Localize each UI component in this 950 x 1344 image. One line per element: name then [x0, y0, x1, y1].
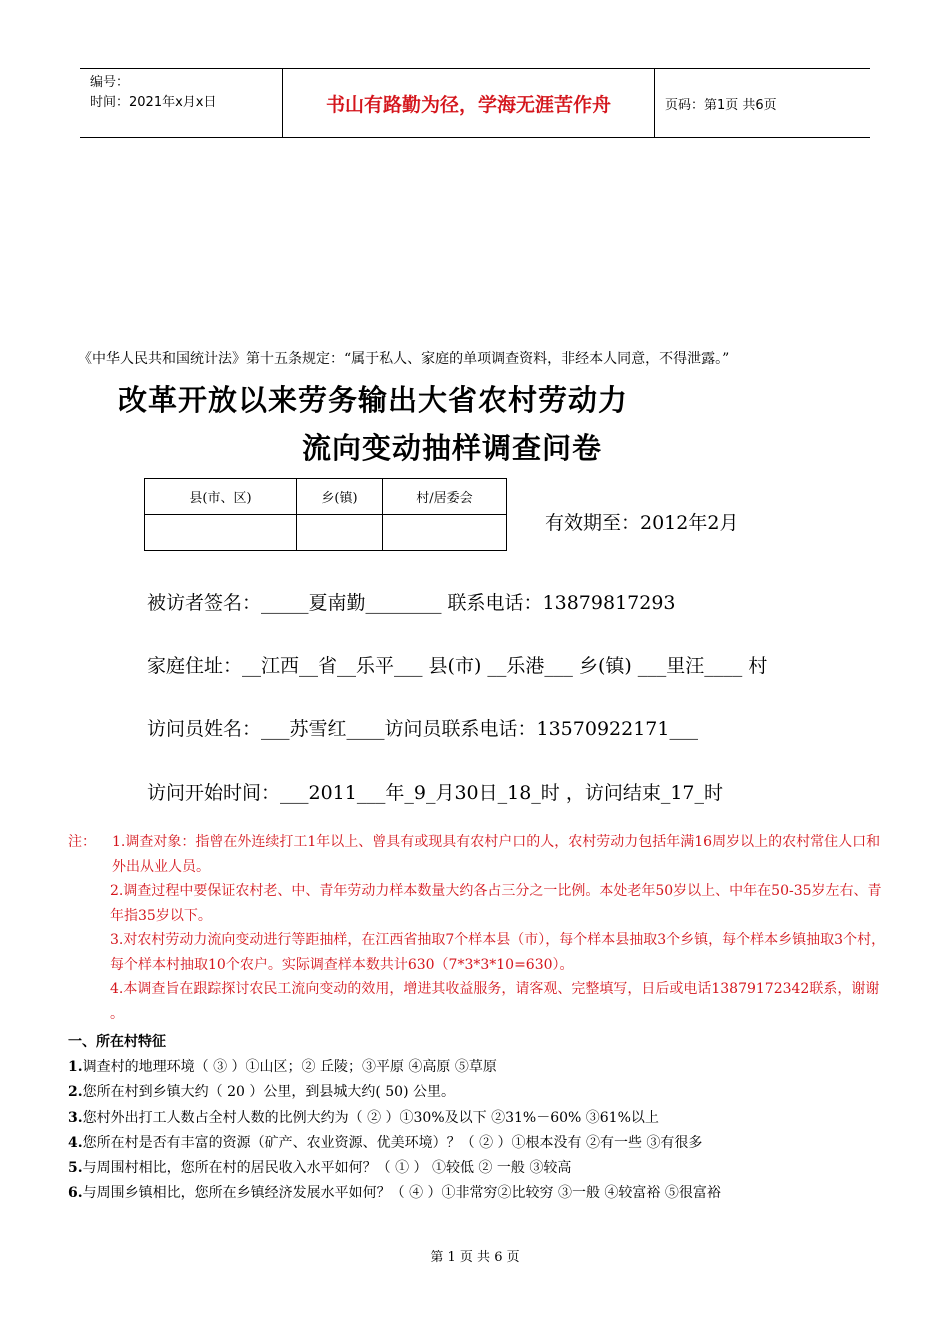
page-header: [80, 68, 870, 138]
question-number: 4.: [68, 1134, 83, 1151]
question-1: [68, 1055, 888, 1080]
question-number: 2.: [68, 1084, 83, 1101]
title-line-2: 流向变动抽样调查问卷: [302, 431, 603, 465]
question-number: 3.: [68, 1109, 83, 1126]
village-cell[interactable]: [383, 515, 507, 551]
question-3: [68, 1106, 888, 1131]
note-item: [68, 977, 888, 1026]
question-text: 与周围乡镇相比，您所在乡镇经济发展水平如何？（ ④ ）①非常穷②比较穷 ③一般 ④较富裕 ⑤很富裕: [82, 1185, 721, 1202]
question-text: 与周围村相比，您所在村的居民收入水平如何？（ ① ） ①较低 ② 一般 ③较高: [82, 1160, 572, 1177]
law-notice: 《中华人民共和国统计法》第十五条规定：“属于私人、家庭的单项调查资料，非经本人同意，不得泄露。”: [78, 351, 730, 367]
location-value-row: [145, 515, 507, 551]
note-item: [68, 830, 888, 879]
time-line: 访问开始时间：___2011___年_9_月30日_18_时 ，访问结束_17_时: [147, 782, 724, 804]
notes-label: 注：: [68, 834, 96, 850]
question-number: 5.: [68, 1160, 83, 1177]
location-table: [144, 478, 507, 551]
note-item: [68, 879, 888, 928]
note-text: 3.对农村劳动力流向变动进行等距抽样，在江西省抽取7个样本县（市），每个样本县抽取3个乡镇，每个样本乡镇抽取3个村，每个样本村抽取10个农户。实际调查样本数共计630（7*3*3*10=630）。: [110, 932, 886, 973]
header-time: 时间：2021年x月x日: [90, 95, 217, 110]
header-number: 编号：: [90, 75, 130, 90]
question-text: 调查村的地理环境（ ③ ）①山区；② 丘陵；③平原 ④高原 ⑤草原: [82, 1059, 497, 1076]
section-village-features: [68, 1030, 888, 1206]
township-header: 乡(镇): [297, 479, 383, 515]
header-motto: 书山有路勤为径，学海无涯苦作舟: [283, 69, 655, 137]
note-text: 2.调查过程中要保证农村老、中、青年劳动力样本数量大约各占三分之一比例。本处老年50岁以上、中年在50-35岁左右、青年指35岁以下。: [110, 883, 882, 924]
title-line-1: 改革开放以来劳务输出大省农村劳动力: [118, 383, 629, 417]
note-text: 4.本调查旨在跟踪探讨农民工流向变动的效用，增进其收益服务，请客观、完整填写，日后或电话13879172342联系，谢谢 。: [110, 981, 880, 1022]
header-meta: [80, 69, 283, 137]
note-item: [68, 928, 888, 977]
question-number: 1.: [68, 1059, 83, 1076]
header-page: 页码：第1页 共6页: [665, 97, 777, 113]
question-number: 6.: [68, 1185, 83, 1202]
village-header: 村/居委会: [383, 479, 507, 515]
respondent-line: 被访者签名：_____夏南勤________ 联系电话：13879817293: [147, 592, 676, 614]
notes-block: [68, 830, 888, 1026]
section-title: 一、所在村特征: [68, 1034, 166, 1050]
question-text: 您村外出打工人数占全村人数的比例大约为（ ② ）①30%及以下 ②31%－60% ③61%以上: [82, 1109, 659, 1126]
question-2: [68, 1080, 888, 1105]
question-text: 您所在村是否有丰富的资源（矿产、农业资源、优美环境）？（ ② ）①根本没有 ②有一些 ③有很多: [82, 1134, 703, 1151]
township-cell[interactable]: [297, 515, 383, 551]
question-4: [68, 1131, 888, 1156]
county-cell[interactable]: [145, 515, 297, 551]
note-text: 1.调查对象：指曾在外连续打工1年以上、曾具有或现具有农村户口的人，农村劳动力包括年满16周岁以上的农村常住人口和外出从业人员。: [112, 834, 881, 875]
page-footer: 第 1 页 共 6 页: [430, 1250, 520, 1265]
question-text: 您所在村到乡镇大约（ 20 ）公里，到县城大约( 50) 公里。: [82, 1084, 455, 1101]
county-header: 县(市、区): [145, 479, 297, 515]
question-6: [68, 1181, 888, 1206]
question-5: [68, 1156, 888, 1181]
location-header-row: [145, 479, 507, 515]
valid-until: 有效期至：2012年2月: [545, 512, 739, 534]
interviewer-line: 访问员姓名：___苏雪红____访问员联系电话：13570922171___: [147, 718, 698, 740]
address-line: 家庭住址：__江西__省__乐平___ 县(市) __乐港___ 乡(镇) ___里汪____ 村: [147, 655, 768, 677]
